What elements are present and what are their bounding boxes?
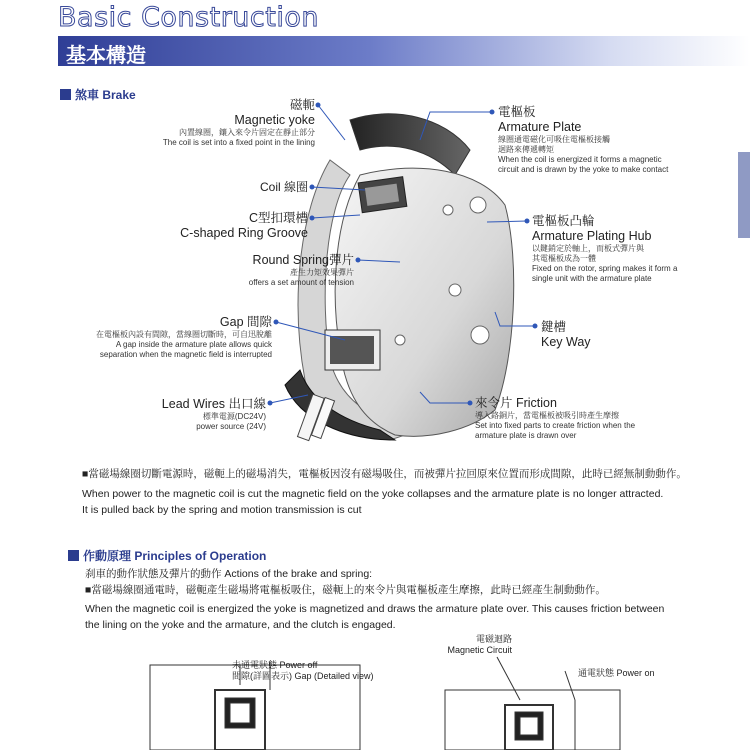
brake-section-label: 煞車 Brake [75,88,136,102]
armature-plate-en: Armature Plate [498,120,582,134]
magnetic-circuit-en: Magnetic Circuit [447,645,512,655]
friction-desc-en1: Set into fixed parts to create friction when the [475,421,636,430]
lead-wires-desc-zh: 標準電源(DC24V) [202,412,266,421]
magnetic-circuit-label [420,634,512,656]
c-ring-en: C-shaped Ring Groove [180,226,308,240]
page-title: Basic Construction [58,2,319,33]
principles-paragraph [85,566,745,633]
power-on-label: 通電狀態 Power on [578,668,655,678]
schematic-diagrams [150,657,620,750]
c-ring-label [150,211,308,241]
lead-wires-desc-en: power source (24V) [196,422,266,431]
magnetic-yoke-desc-en: The coil is set into a fixed point in the lining [162,138,315,147]
hub-zh: 電樞板凸輪 [532,214,595,228]
c-ring-zh: C型扣環槽 [248,211,308,225]
round-spring-desc-zh: 產生力矩效果彈片 [290,268,354,277]
coil-label: Coil 線圈 [259,180,308,194]
gap-detail-text: 間隙(詳圖表示) Gap (Detailed view) [232,671,374,681]
magnetic-yoke-zh: 磁軛 [289,98,315,112]
hub-desc-en1: Fixed on the rotor, spring makes it form a [532,264,678,273]
armature-plate-desc-en2: circuit and is drawn by the yoke to make contact [498,165,669,174]
gap-desc-zh: 在電樞板內設有間隙，當線圈切斷時，可自迅脫離 [96,330,272,339]
friction-text: 來令片 Friction [475,396,557,410]
round-spring-text: Round Spring彈片 [252,253,354,267]
armature-plate-desc-zh2: 迴路來傳遞轉矩 [498,145,554,154]
armature-plate-label [498,105,723,175]
key-way-label [541,320,661,350]
power-cut-en1: When power to the magnetic coil is cut the magnetic field on the yoke collapses and the armature plate is no longer attracted. [82,488,664,500]
lead-wires-text: Lead Wires 出口線 [161,397,266,411]
armature-plate-zh: 電樞板 [498,105,536,119]
key-way-zh: 鍵槽 [541,320,567,334]
gap-desc-en1: A gap inside the armature plate allows quick [115,340,272,349]
power-cut-zh: ■當磁場線圈切斷電源時，磁軛上的磁場消失，電樞板因沒有磁場吸住，而被彈片拉回原來位置而形成間隙，此時已經無制動動作。 [82,468,687,480]
power-off-text: 未通電狀態 Power off [232,660,318,670]
principles-en1: When the magnetic coil is energized the yoke is magnetized and draws the armature plate over. This causes friction between [85,603,665,615]
gap-desc-en2: separation when the magnetic field is interrupted [99,350,272,359]
armature-plate-desc-zh1: 線圈通電磁化可吸住電樞板接觸 [498,135,610,144]
round-spring-label [200,253,354,288]
friction-label [475,396,705,441]
magnetic-yoke-en: Magnetic yoke [234,113,315,127]
lead-wires-label [110,397,266,432]
gap-label [60,315,272,360]
principles-sub: 刹車的動作狀態及彈片的動作 Actions of the brake and spring: [85,568,373,580]
power-cut-paragraph [82,466,742,518]
section-square-icon [68,550,79,561]
power-off-label [232,660,374,682]
page-subtitle: 基本構造 [66,43,146,67]
power-cut-en2: It is pulled back by the spring and motion transmission is cut [82,504,362,516]
hub-desc-zh2: 其電樞板成為一體 [532,254,596,263]
hub-desc-zh1: 以鍵銷定於軸上，而板式彈片與 [532,244,644,253]
hub-en: Armature Plating Hub [532,229,652,243]
magnetic-yoke-label [150,98,315,148]
magnetic-yoke-desc-zh: 內置線圈，鑲入來令片固定在靜止部分 [179,128,315,137]
principles-heading-text: 作動原理 Principles of Operation [83,549,267,563]
principles-en2: the lining on the yoke and the armature, and the clutch is engaged. [85,619,396,631]
yoke-shape [350,114,470,175]
friction-desc-zh: 導入鉻銅片，當電樞板被吸引時產生摩擦 [475,411,619,420]
friction-desc-en2: armature plate is drawn over [475,431,577,440]
key-way-en: Key Way [541,335,591,349]
gap-text: Gap 間隙 [219,315,272,329]
hub-label [532,214,732,284]
round-spring-desc-en: offers a set amount of tension [248,278,354,287]
principles-heading [68,547,266,564]
principles-zh: ■當磁場線圈通電時，磁軛產生磁場將電樞板吸住，磁軛上的來令片與電樞板產生摩擦，此時已經產生制動動作。 [85,584,606,596]
magnetic-circuit-zh: 電磁迴路 [475,634,512,644]
armature-plate-desc-en1: When the coil is energized it forms a magnetic [498,155,662,164]
hub-desc-en2: single unit with the armature plate [532,274,652,283]
